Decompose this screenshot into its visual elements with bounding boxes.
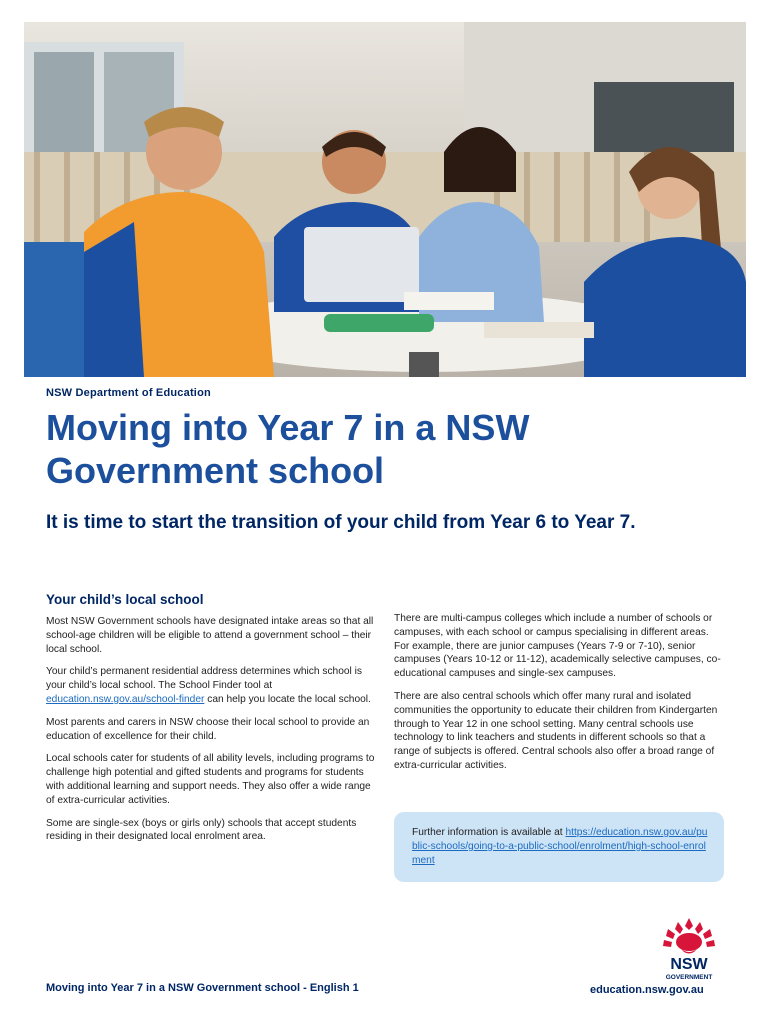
logo-government-text: GOVERNMENT — [665, 974, 713, 981]
school-finder-text-after: can help you locate the local school. — [204, 693, 371, 705]
hero-photo — [24, 22, 746, 377]
page-subtitle: It is time to start the transition of your child from Year 6 to Year 7. — [46, 512, 636, 533]
page-title: Moving into Year 7 in a NSW Government school — [46, 407, 530, 491]
department-label: NSW Department of Education — [46, 387, 211, 399]
footer-website-link[interactable]: education.nsw.gov.au — [590, 984, 704, 996]
section-heading-local-school: Your child’s local school — [46, 592, 204, 607]
high-school-enrolment-link[interactable]: https://education.nsw.gov.au/public-schools/going-to-a-public-school/enrolment/high-school-enrolment — [412, 827, 708, 866]
further-info-box — [394, 812, 724, 882]
paragraph-single-sex: Some are single-sex (boys or girls only) schools that accept students residing in their designated local enrolment area. — [46, 817, 357, 843]
paragraph-intake-areas: Most NSW Government schools have designated intake areas so that all school-age children will be eligible to attend a government school – their local school. — [46, 616, 374, 655]
nsw-government-logo — [652, 916, 726, 982]
right-column — [394, 612, 724, 782]
paragraph-parents-choose: Most parents and carers in NSW choose their local school to provide an education of excellence for their child. — [46, 716, 370, 742]
logo-nsw-text: NSW — [670, 956, 708, 973]
footer-document-title: Moving into Year 7 in a NSW Government school - English 1 — [46, 982, 359, 994]
school-finder-link[interactable]: education.nsw.gov.au/school-finder — [46, 693, 205, 705]
students-photo-illustration — [24, 22, 746, 377]
left-column — [46, 592, 376, 853]
waratah-flower-icon — [663, 918, 715, 954]
paragraph-central-schools: There are also central schools which offer many rural and isolated communities the opportunity to educate their children from Kindergarten through to Year 12 in one school setting. Many central schools use technology to link teachers and students in different schools so that a range of subjects is offered. Central schools also offer a broad range of extra-curricular activities. — [394, 690, 718, 771]
school-finder-text-before: Your child’s permanent residential address determines which school is your child’s local school. The School Finder tool at — [46, 666, 362, 692]
paragraph-ability-levels: Local schools cater for students of all ability levels, including programs to challenge high potential and gifted students and programs for students with additional learning and support needs. They also offer a wide range of extra-curricular activities. — [46, 753, 375, 806]
paragraph-multi-campus: There are multi-campus colleges which include a number of schools or campuses, with each school or campus specialising in different areas. For example, there are junior campuses (Years 7-9 or 7-10), senior campuses (Years 10-12 or 11-12), academically selective campuses, co-educational campuses and single-sex campuses. — [394, 613, 721, 680]
further-info-label: Further information is available at — [412, 827, 566, 838]
further-info-text — [412, 826, 712, 868]
paragraph-school-finder — [46, 665, 376, 706]
